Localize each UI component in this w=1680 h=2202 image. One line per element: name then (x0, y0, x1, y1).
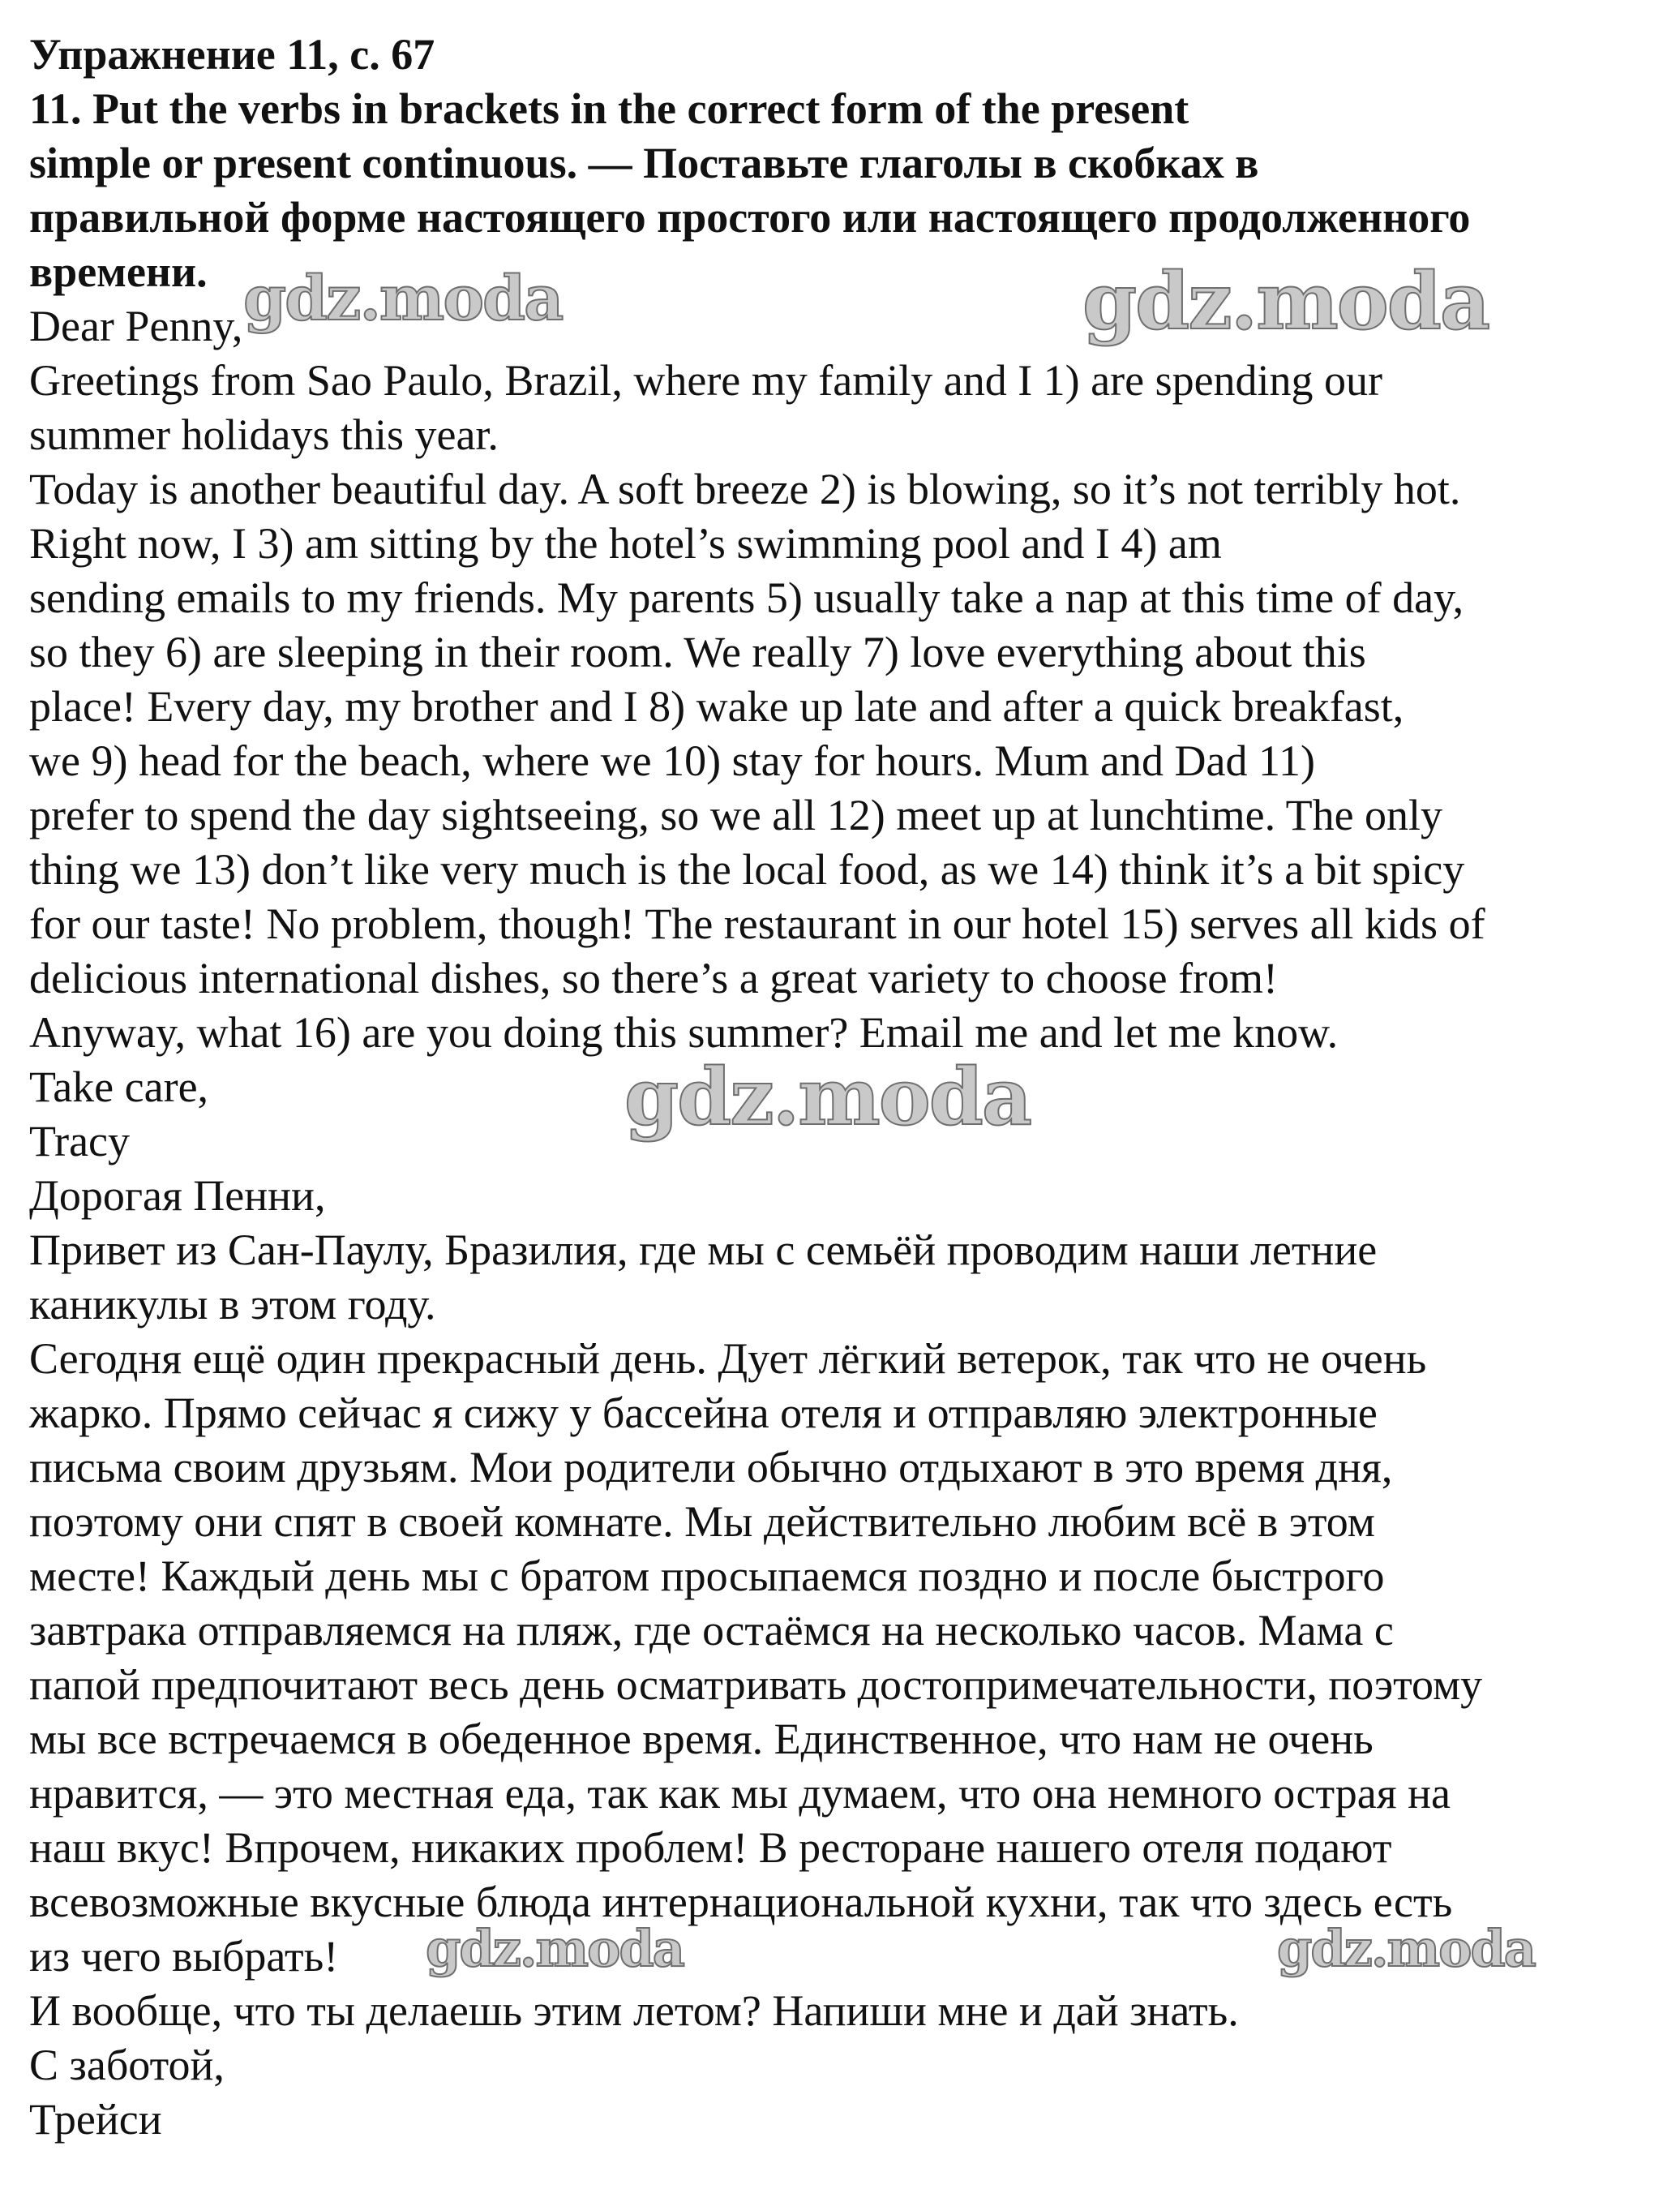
letter-ru-line: завтрака отправляемся на пляж, где остаёмся на несколько часов. Мама с (29, 1606, 1394, 1655)
letter-ru-line: С заботой, (29, 2041, 225, 2089)
letter-en-line: we 9) head for the beach, where we 10) stay for hours. Mum and Dad 11) (29, 736, 1315, 785)
letter-ru-line: И вообще, что ты делаешь этим летом? Напиши мне и дай знать. (29, 1986, 1239, 2035)
exercise-title: Упражнение 11, с. 67 (29, 30, 435, 79)
letter-ru-line: письма своим друзьям. Мои родители обычно отдыхают в это время дня, (29, 1443, 1393, 1492)
letter-ru-line: Дорогая Пенни, (29, 1171, 326, 1220)
letter-ru-line: каникулы в этом году. (29, 1280, 436, 1328)
letter-ru-line: всевозможные вкусные блюда интернациональной кухни, так что здесь есть (29, 1878, 1453, 1926)
letter-ru-line: месте! Каждый день мы с братом просыпаемся поздно и после быстрого (29, 1552, 1385, 1600)
letter-en-line: delicious international dishes, so there’s a great variety to choose from! (29, 954, 1279, 1002)
letter-ru-line: мы все встречаемся в обеденное время. Единственное, что нам не очень (29, 1715, 1374, 1763)
letter-ru-line: Привет из Сан-Паулу, Бразилия, где мы с семьёй проводим наши летние (29, 1225, 1378, 1274)
letter-en-line: Take care, (29, 1062, 209, 1111)
letter-en-line: Dear Penny, (29, 302, 243, 350)
letter-en-line: prefer to spend the day sightseeing, so we all 12) meet up at lunchtime. The only (29, 791, 1443, 839)
letter-en-line: Right now, I 3) am sitting by the hotel’s swimming pool and I 4) am (29, 519, 1222, 568)
letter-en-line: so they 6) are sleeping in their room. We really 7) love everything about this (29, 628, 1366, 676)
task-line-2: simple or present continuous. — Поставьте глаголы в скобках в (29, 139, 1259, 187)
letter-ru-line: наш вкус! Впрочем, никаких проблем! В ресторане нашего отеля подают (29, 1823, 1392, 1872)
letter-en-line: summer holidays this year. (29, 410, 499, 459)
task-line-1: 11. Put the verbs in brackets in the correct form of the present (29, 84, 1189, 133)
letter-ru-line: Сегодня ещё один прекрасный день. Дует лёгкий ветерок, так что не очень (29, 1334, 1427, 1383)
letter-ru-line: нравится, — это местная еда, так как мы думаем, что она немного острая на (29, 1769, 1451, 1818)
letter-en-line: Anyway, what 16) are you doing this summer? Email me and let me know. (29, 1008, 1339, 1057)
watermark: gdz.moda (243, 262, 563, 334)
letter-en-line: thing we 13) don’t like very much is the local food, as we 14) think it’s a bit spicy (29, 845, 1465, 894)
letter-en-line: Greetings from Sao Paulo, Brazil, where my family and I 1) are spending our (29, 356, 1383, 405)
letter-en-line: sending emails to my friends. My parents 5) usually take a nap at this time of day, (29, 573, 1464, 622)
letter-ru-line: из чего выбрать! (29, 1932, 339, 1981)
letter-en-line: place! Every day, my brother and I 8) wake up late and after a quick breakfast, (29, 682, 1404, 731)
letter-ru-line: папой предпочитают весь день осматривать достопримечательности, поэтому (29, 1660, 1483, 1709)
letter-en-line: for our taste! No problem, though! The restaurant in our hotel 15) serves all kids of (29, 899, 1485, 948)
letter-ru-line: жарко. Прямо сейчас я сижу у бассейна отеля и отправляю электронные (29, 1389, 1378, 1437)
task-line-4: времени. (29, 247, 208, 296)
watermark: gdz.moda (1277, 1919, 1535, 1978)
letter-ru-line: Трейси (29, 2095, 162, 2144)
letter-en-line: Tracy (29, 1117, 131, 1165)
watermark: gdz.moda (1082, 255, 1489, 347)
task-line-3: правильной форме настоящего простого или настоящего продолженного (29, 193, 1471, 242)
watermark: gdz.moda (426, 1919, 684, 1978)
letter-ru-line: поэтому они спят в своей комнате. Мы действительно любим всё в этом (29, 1497, 1375, 1546)
letter-en-line: Today is another beautiful day. A soft breeze 2) is blowing, so it’s not terribly hot. (29, 465, 1461, 513)
watermark: gdz.moda (624, 1051, 1031, 1143)
